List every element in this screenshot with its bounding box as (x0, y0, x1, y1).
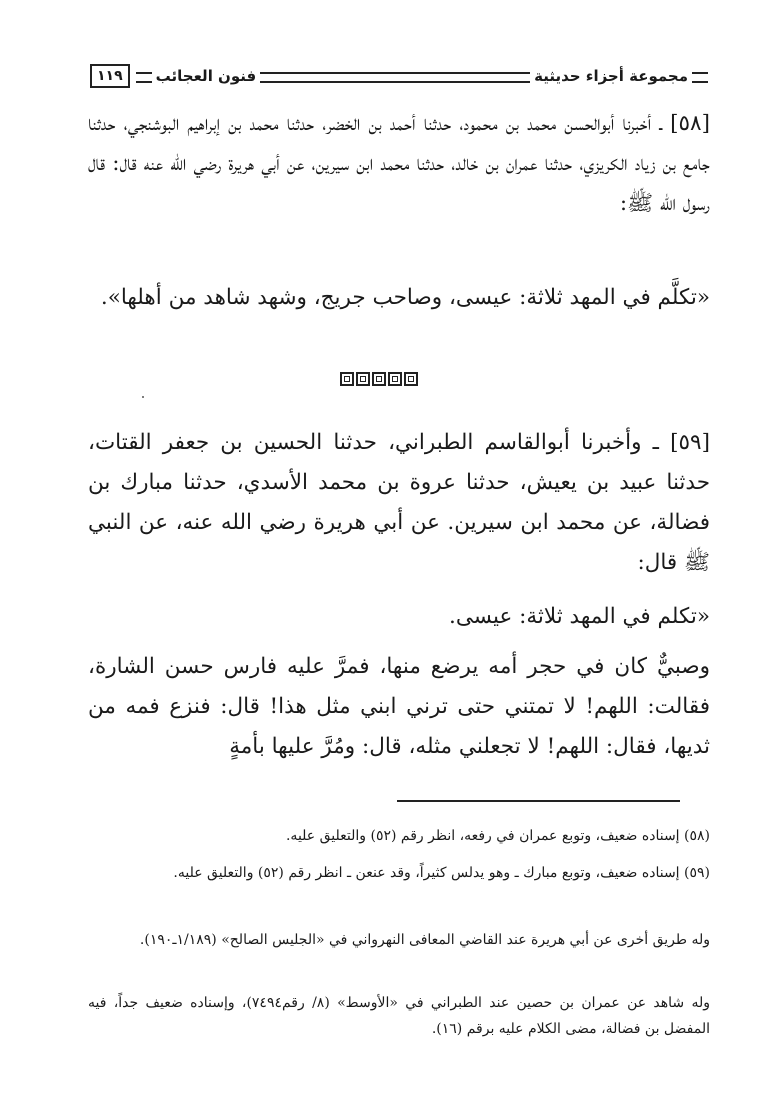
header-rule-right (692, 72, 708, 83)
running-header (90, 62, 712, 90)
hadith-59-matn-story: وصبيٌّ كان في حجر أمه يرضع منها، فمرَّ عليه فارس حسن الشارة، فقالت: اللهم! لا تمتني حتى ترني ابني مثل هذا! قال: فنزع فمه من ثديها، فقال: اللهم! لا تجعلني مثله، قال: ومُرَّ عليها بأمةٍ (88, 654, 710, 759)
footnote-58: (٥٨) إسناده ضعيف، وتوبع عمران في رفعه، انظر رقم (٥٢) والتعليق عليه. (285, 828, 710, 844)
footnote-59-witness: وله شاهد عن عمران بن حصين عند الطبراني في «الأوسط» (٨/ رقم٧٤٩٤)، وإسناده ضعيف جداً، فيه المفضل بن فضالة، مضى الكلام عليه برقم (١٦). (88, 995, 710, 1037)
hadith-58-matn: «تكلَّم في المهد ثلاثة: عيسى، وصاحب جريج، وشهد شاهد من أهلها». (100, 285, 710, 310)
footnote-59: (٥٩) إسناده ضعيف، وتوبع مبارك ـ وهو يدلس كثيراً، وقد عنعن ـ انظر رقم (٥٢) والتعليق عليه. (173, 865, 710, 881)
divider-square (356, 372, 370, 386)
footnote-59-other-route: وله طريق أخرى عن أبي هريرة عند القاضي المعافى النهرواني في «الجليس الصالح» (١/١٨٩ـ١٩٠). (139, 932, 710, 948)
footnote-separator (397, 800, 680, 802)
header-rule-left (136, 72, 152, 83)
hadith-58-isnad: [٥٨] ـ أخبرنا أبوالحسن محمد بن محمود، حدثنا أحمد بن الخضر، حدثنا محمد بن إبراهيم البوشنجي، حدثنا جامع بن زياد الكريزي، حدثنا عمران بن خالد، حدثنا محمد ابن سيرين، عن أبي هريرة رضي الله عنه قال: قال رسول الله ﷺ: (88, 111, 710, 216)
hadith-59-isnad: [٥٩] ـ وأخبرنا أبوالقاسم الطبراني، حدثنا الحسين بن جعفر القتات، حدثنا عبيد بن يعيش، حدثنا عروة بن محمد الأسدي، حدثنا مبارك بن فضالة، عن محمد ابن سيرين. عن أبي هريرة رضي الله عنه، عن النبي ﷺ قال: (88, 430, 710, 575)
divider-square (404, 372, 418, 386)
hadith-59-matn-opening: «تكلم في المهد ثلاثة: عيسى. (449, 604, 710, 629)
print-speck (142, 396, 144, 398)
header-part-title: فنون العجائب (155, 67, 257, 85)
divider-square (372, 372, 386, 386)
divider-square (388, 372, 402, 386)
section-divider (0, 372, 757, 386)
page-number: ١١٩ (90, 64, 130, 88)
header-book-title: مجموعة أجزاء حديثية (534, 67, 688, 85)
header-rule-middle (260, 72, 530, 83)
divider-square (340, 372, 354, 386)
